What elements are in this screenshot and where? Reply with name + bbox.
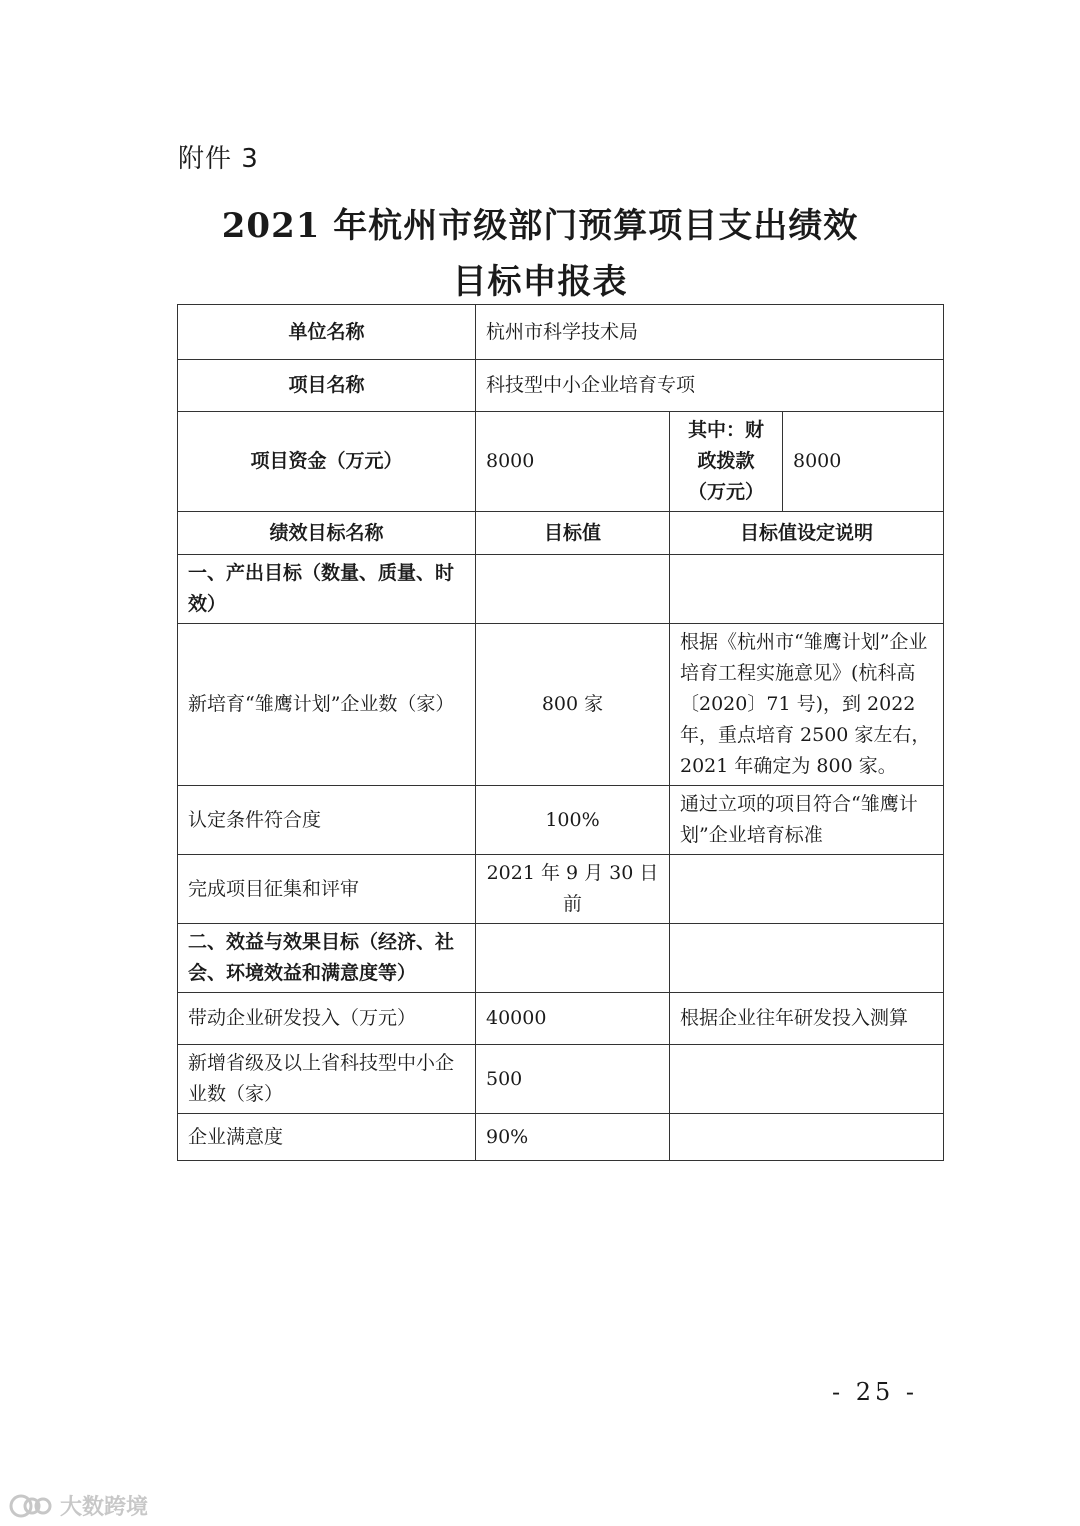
section-benefit-title: 二、效益与效果目标（经济、社会、环境效益和满意度等） [178,924,476,993]
section-benefit-row [178,924,944,993]
row-name: 认定条件符合度 [178,786,476,855]
watermark-text: 大数跨境 [60,1495,149,1520]
section-benefit-note [670,924,944,993]
unit-value: 杭州市科学技术局 [476,305,944,360]
funds-sub-value: 8000 [783,412,944,512]
section-output-title: 一、产出目标（数量、质量、时效） [178,555,476,624]
table-row [178,624,944,786]
funds-value: 8000 [476,412,670,512]
row-target: 100% [476,786,670,855]
row-note: 根据《杭州市“雏鹰计划”企业培育工程实施意见》(杭科高〔2020〕71 号)，到 2022 年，重点培育 2500 家左右，2021 年确定为 800 家。 [670,624,944,786]
row-target: 40000 [476,993,670,1045]
performance-target-table [177,304,944,1161]
section-output-target [476,555,670,624]
row-note [670,855,944,924]
table-row [178,855,944,924]
table-row [178,993,944,1045]
row-target: 800 家 [476,624,670,786]
row-target: 2021 年 9 月 30 日前 [476,855,670,924]
row-name: 企业满意度 [178,1114,476,1161]
document-title-line2: 目标申报表 [452,262,628,302]
header-note: 目标值设定说明 [670,512,944,555]
funds-sub-label: 其中：财政拨款（万元） [670,412,783,512]
funds-label: 项目资金（万元） [178,412,476,512]
row-name: 新培育“雏鹰计划”企业数（家） [178,624,476,786]
row-name: 带动企业研发投入（万元） [178,993,476,1045]
header-target: 目标值 [476,512,670,555]
section-benefit-target [476,924,670,993]
watermark-logo-icon [8,1493,54,1519]
project-label: 项目名称 [178,360,476,412]
row-name: 完成项目征集和评审 [178,855,476,924]
row-note: 通过立项的项目符合“雏鹰计划”企业培育标准 [670,786,944,855]
row-target: 500 [476,1045,670,1114]
row-note: 根据企业往年研发投入测算 [670,993,944,1045]
row-target: 90% [476,1114,670,1161]
table-row [178,1045,944,1114]
section-output-row [178,555,944,624]
table-row [178,786,944,855]
page-number: - 25 - [832,1378,919,1406]
attachment-label: 附件 3 [178,144,259,174]
row-note [670,1045,944,1114]
header-row [178,512,944,555]
row-name: 新增省级及以上省科技型中小企业数（家） [178,1045,476,1114]
watermark [8,1490,148,1521]
unit-row [178,305,944,360]
project-row [178,360,944,412]
section-output-note [670,555,944,624]
document-title-line1: 2021 年杭州市级部门预算项目支出绩效 [221,206,859,246]
row-note [670,1114,944,1161]
header-name: 绩效目标名称 [178,512,476,555]
project-value: 科技型中小企业培育专项 [476,360,944,412]
funds-row [178,412,944,512]
unit-label: 单位名称 [178,305,476,360]
table-row [178,1114,944,1161]
